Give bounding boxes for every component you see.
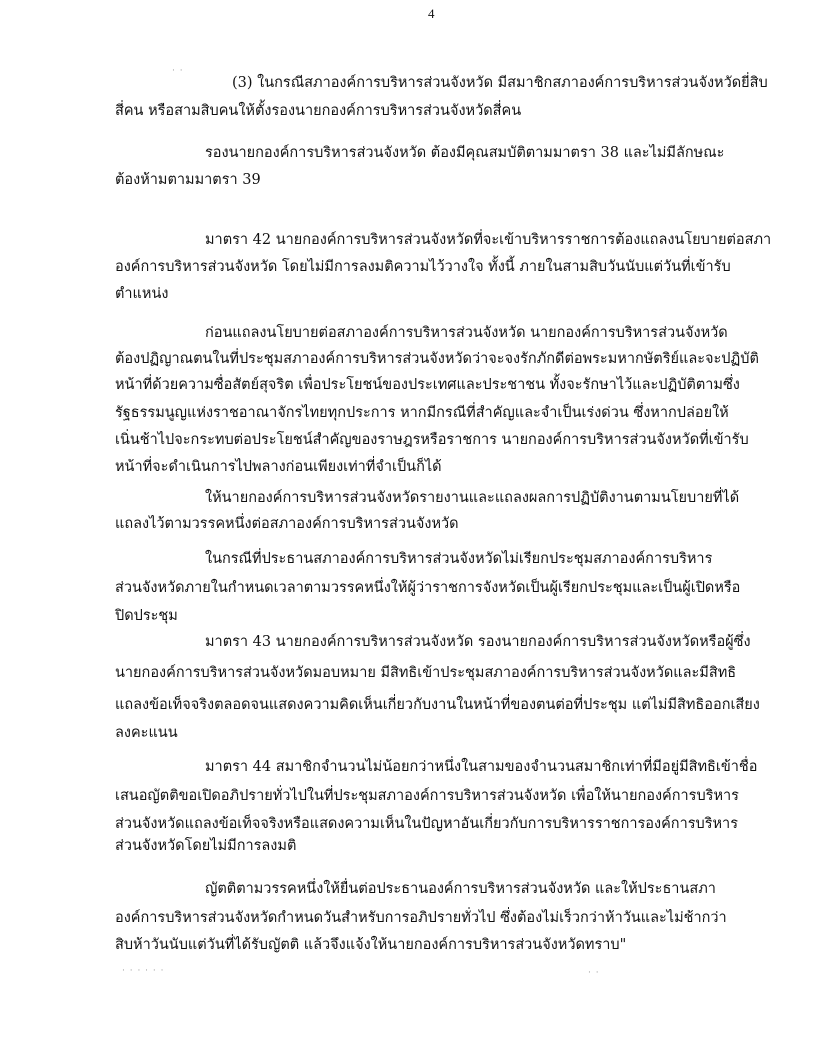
text-line: ต้องปฏิญาณตนในที่ประชุมสภาองค์การบริหารส่วนจังหวัดว่าจะจงรักภักดีต่อพระมหากษัตริย์และจะปฏิบัติ [115,351,759,367]
text-line: องค์การบริหารส่วนจังหวัดกำหนดวันสำหรับการอภิปรายทั่วไป ซึ่งต้องไม่เร็วกว่าห้าวันและไม่ช้ากว่า [115,910,727,926]
text-line: มาตรา 42 นายกองค์การบริหารส่วนจังหวัดที่จะเข้าบริหารราชการต้องแถลงนโยบายต่อสภา [205,232,772,248]
text-line: ต้องห้ามตามมาตรา 39 [115,172,261,188]
text-line: ปิดประชุม [115,608,178,624]
text-line: มาตรา 44 สมาชิกจำนวนไม่น้อยกว่าหนึ่งในสามของจำนวนสมาชิกเท่าที่มีอยู่มีสิทธิเข้าชื่อ [205,759,758,775]
text-line: หน้าที่จะดำเนินการไปพลางก่อนเพียงเท่าที่จำเป็นก็ได้ [115,459,442,475]
text-line: แถลงข้อเท็จจริงตลอดจนแสดงความคิดเห็นเกี่ยวกับงานในหน้าที่ของตนต่อที่ประชุม แต่ไม่มีสิทธิออกเสียง [115,697,760,713]
text-line: รัฐธรรมนูญแห่งราชอาณาจักรไทยทุกประการ หากมีกรณีที่สำคัญและจำเป็นเร่งด่วน ซึ่งหากปล่อยให้ [115,405,729,421]
text-line: องค์การบริหารส่วนจังหวัด โดยไม่มีการลงมติความไว้วางใจ ทั้งนี้ ภายในสามสิบวันนับแต่วันที่เข้ารับ [115,259,731,275]
text-line: ญัตติตามวรรคหนึ่งให้ยื่นต่อประธานองค์การบริหารส่วนจังหวัด และให้ประธานสภา [205,881,716,897]
text-line: หน้าที่ด้วยความซื่อสัตย์สุจริต เพื่อประโยชน์ของประเทศและประชาชน ทั้งจะรักษาไว้และปฏิบัติตามซึ่ง [115,377,740,393]
text-line: มาตรา 43 นายกองค์การบริหารส่วนจังหวัด รองนายกองค์การบริหารส่วนจังหวัดหรือผู้ซึ่ง [205,634,751,650]
text-line: ก่อนแถลงนโยบายต่อสภาองค์การบริหารส่วนจังหวัด นายกองค์การบริหารส่วนจังหวัด [205,325,728,341]
text-line: ส่วนจังหวัดแถลงข้อเท็จจริงหรือแสดงความเห็นในปัญหาอันเกี่ยวกับการบริหารราชการองค์การบริหาร [115,816,738,832]
text-line: เสนอญัตติขอเปิดอภิปรายทั่วไปในที่ประชุมสภาองค์การบริหารส่วนจังหวัด เพื่อให้นายกองค์การบริหาร [115,788,739,804]
scan-speck: · · [588,968,600,978]
scan-speck: · · [172,66,184,76]
text-line: ตำแหน่ง [115,286,169,302]
text-line: นายกองค์การบริหารส่วนจังหวัดมอบหมาย มีสิทธิเข้าประชุมสภาองค์การบริหารส่วนจังหวัดและมีสิทธิ [115,665,737,681]
text-line: รองนายกองค์การบริหารส่วนจังหวัด ต้องมีคุณสมบัติตามมาตรา 38 และไม่มีลักษณะ [205,145,725,161]
text-line: สิบห้าวันนับแต่วันที่ได้รับญัตติ แล้วจึงแจ้งให้นายกองค์การบริหารส่วนจังหวัดทราบ" [115,937,627,953]
text-line: สี่คน หรือสามสิบคนให้ตั้งรองนายกองค์การบริหารส่วนจังหวัดสี่คน [115,103,522,119]
text-line: ในกรณีที่ประธานสภาองค์การบริหารส่วนจังหวัดไม่เรียกประชุมสภาองค์การบริหาร [205,551,713,567]
page-number: 4 [428,6,435,21]
text-line: ลงคะแนน [115,725,178,741]
text-line: เนิ่นช้าไปจะกระทบต่อประโยชน์สำคัญของราษฎรหรือราชการ นายกองค์การบริหารส่วนจังหวัดที่เข้ารับ [115,432,749,448]
scan-speck: · · · · · · [122,966,165,976]
text-line: ส่วนจังหวัดโดยไม่มีการลงมติ [115,838,297,854]
text-line: แถลงไว้ตามวรรคหนึ่งต่อสภาองค์การบริหารส่วนจังหวัด [115,516,459,532]
text-line: (3) ในกรณีสภาองค์การบริหารส่วนจังหวัด มีสมาชิกสภาองค์การบริหารส่วนจังหวัดยี่สิบ [232,75,768,91]
text-line: ส่วนจังหวัดภายในกำหนดเวลาตามวรรคหนึ่งให้ผู้ว่าราชการจังหวัดเป็นผู้เรียกประชุมและเป็นผู้เปิดหรือ [115,580,741,596]
text-line: ให้นายกองค์การบริหารส่วนจังหวัดรายงานและแถลงผลการปฏิบัติงานตามนโยบายที่ได้ [205,490,740,506]
